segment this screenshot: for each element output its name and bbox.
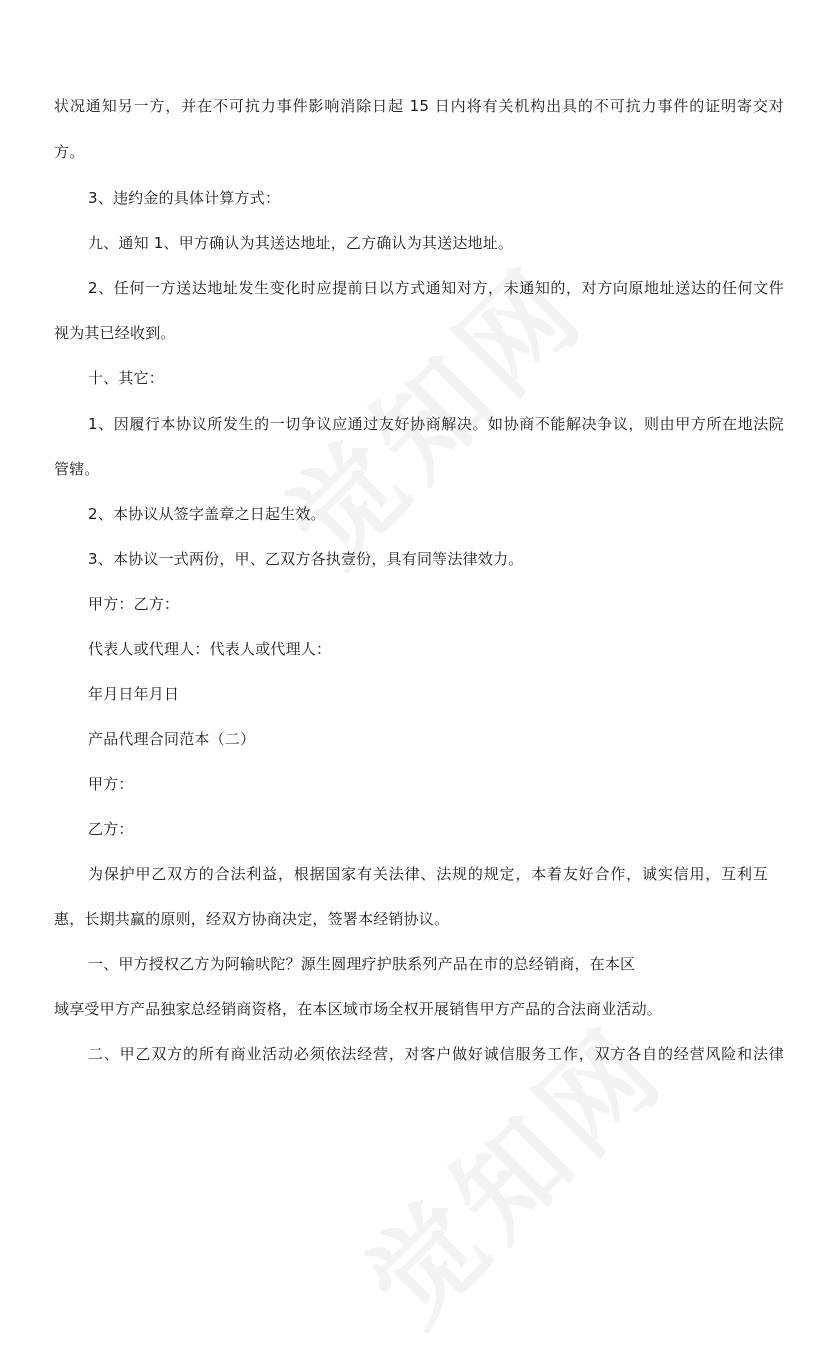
party-a-label: 甲方： [88, 775, 134, 793]
section-heading: 十、其它： [88, 369, 165, 387]
paragraph-line: 1、因履行本协议所发生的一切争议应通过友好协商解决。如协商不能解决争议，则由甲方所在地法院 [88, 415, 784, 433]
paragraph-line: 视为其已经收到。 [54, 324, 176, 342]
paragraph-line: 2、本协议从签字盖章之日起生效。 [88, 505, 326, 523]
paragraph-line: 2、任何一方送达地址发生变化时应提前日以方式通知对方，未通知的，对方向原地址送达的任何文件 [88, 279, 784, 297]
paragraph-line: 方。 [54, 143, 85, 161]
paragraph-line: 为保护甲乙双方的合法利益，根据国家有关法律、法规的规定，本着友好合作，诚实信用，互利互 [88, 865, 768, 883]
party-b-label: 乙方： [88, 820, 134, 838]
paragraph-line: 一、甲方授权乙方为阿输吠陀？源生圆理疗护肤系列产品在市的总经销商，在本区 [88, 955, 636, 973]
document-title: 产品代理合同范本（二） [88, 730, 256, 748]
section-heading: 九、通知 1、甲方确认为其送达地址，乙方确认为其送达地址。 [88, 234, 514, 252]
watermark-bottom [327, 986, 693, 1352]
paragraph-line: 域享受甲方产品独家总经销商资格，在本区域市场全权开展销售甲方产品的合法商业活动。 [54, 1000, 663, 1018]
paragraph-line: 3、违约金的具体计算方式： [88, 189, 281, 207]
signature-dates: 年月日年月日 [88, 685, 180, 703]
signature-parties: 甲方：乙方： [88, 595, 180, 613]
paragraph-line: 惠，长期共赢的原则，经双方协商决定，签署本经销协议。 [54, 910, 450, 928]
paragraph-line: 管辖。 [54, 460, 100, 478]
paragraph-line: 状况通知另一方，并在不可抗力事件影响消除日起 15 日内将有关机构出具的不可抗力事件的证明寄交对 [54, 97, 784, 115]
signature-representatives: 代表人或代理人：代表人或代理人： [88, 640, 332, 658]
paragraph-line: 3、本协议一式两份，甲、乙双方各执壹份，具有同等法律效力。 [88, 550, 524, 568]
paragraph-line: 二、甲乙双方的所有商业活动必须依法经营，对客户做好诚信服务工作，双方各自的经营风险和法律 [88, 1045, 784, 1063]
